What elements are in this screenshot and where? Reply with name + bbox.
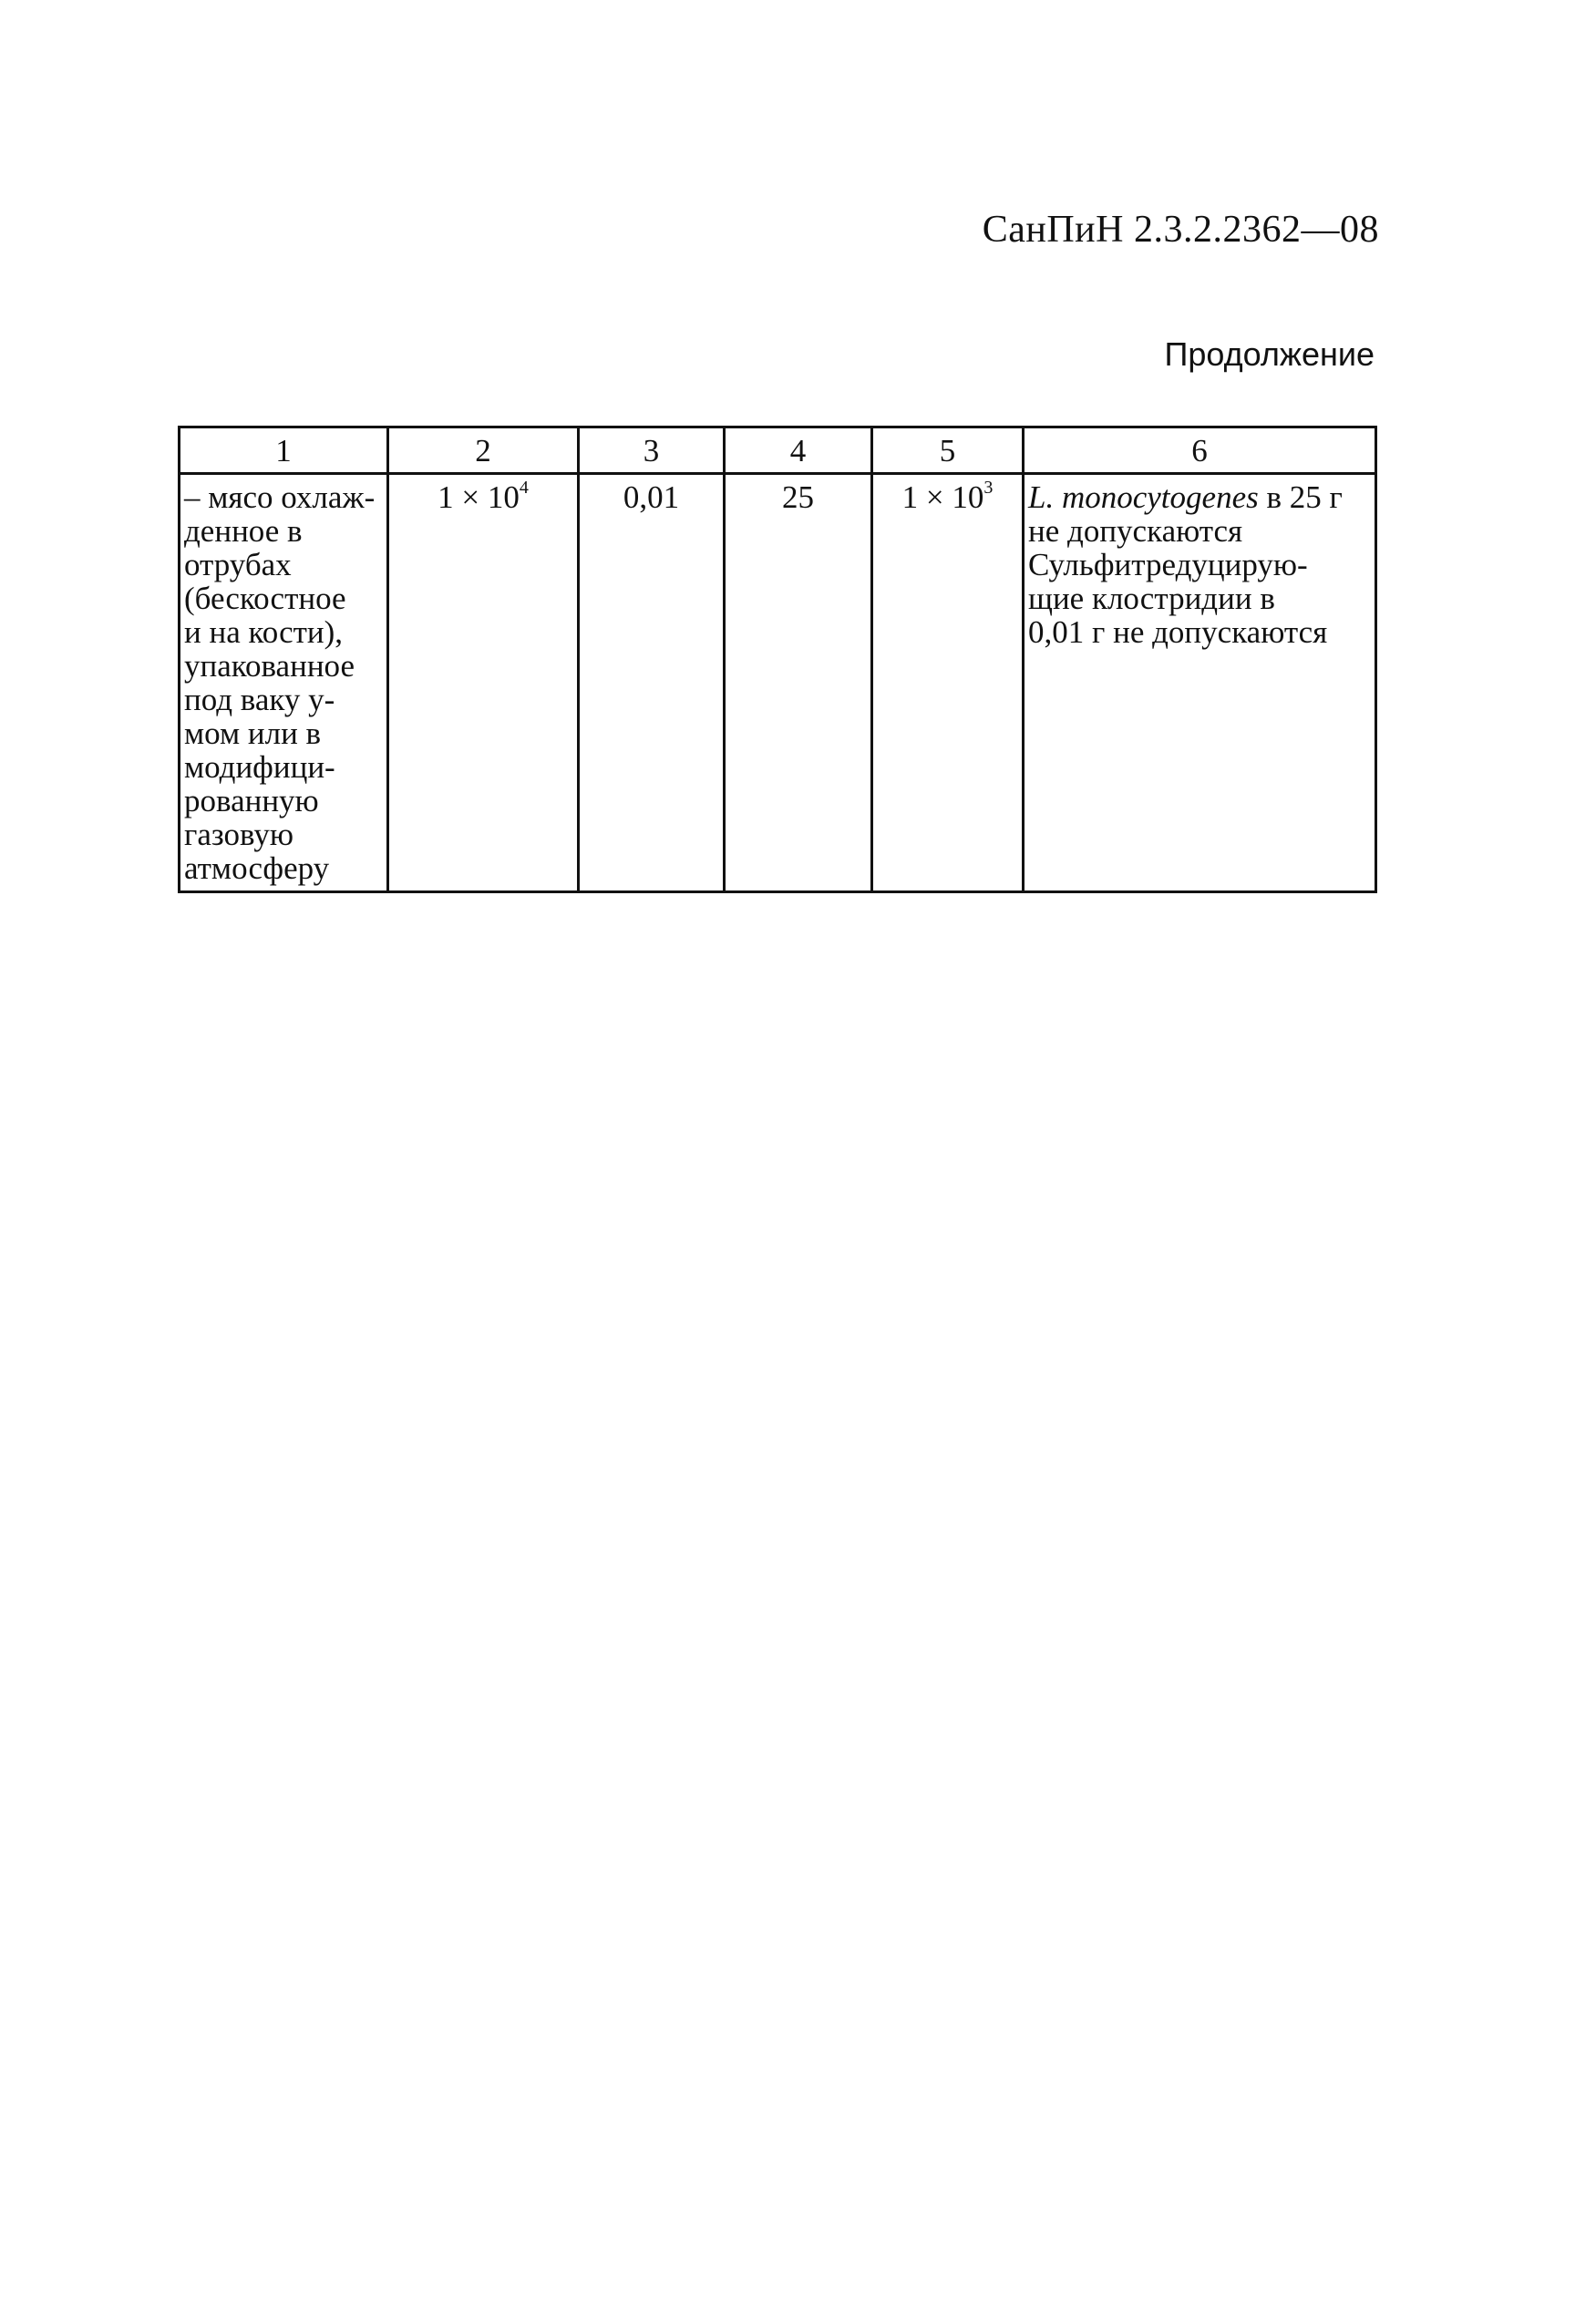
yeast-exponent: 3 [983, 478, 994, 498]
column-number-2: 2 [388, 427, 579, 474]
column-number-1: 1 [180, 427, 388, 474]
notes-cell [1024, 474, 1376, 892]
kmafanm-value: 1 × 10 [438, 479, 520, 515]
column-number-4: 4 [725, 427, 872, 474]
column-number-5: 5 [872, 427, 1024, 474]
bgkp-cell: 0,01 [579, 474, 725, 892]
continuation-label: Продолжение [1164, 335, 1375, 373]
column-number-3: 3 [579, 427, 725, 474]
pathogens-cell: 25 [725, 474, 872, 892]
product-name-cell: – мясо охлаж- денное в отрубах (бескостное и на кости), упакованное под ваку у- мом или в модифици- рованную газовую атмосферу [180, 474, 388, 892]
notes-text: в 25 г не допускаются Сульфитредуцирую- щие клостридии в 0,01 г не допускаются [1028, 479, 1343, 650]
table-row [180, 474, 1376, 892]
yeast-value: 1 × 10 [901, 479, 984, 515]
kmafanm-exponent: 4 [519, 478, 529, 498]
document-code: СанПиН 2.3.2.2362—08 [982, 209, 1379, 251]
organism-name: L. monocytogenes [1028, 479, 1259, 515]
yeast-cell [872, 474, 1024, 892]
column-number-6: 6 [1024, 427, 1376, 474]
kmafanm-cell [388, 474, 579, 892]
column-number-row [180, 427, 1376, 474]
norms-table [178, 426, 1377, 893]
